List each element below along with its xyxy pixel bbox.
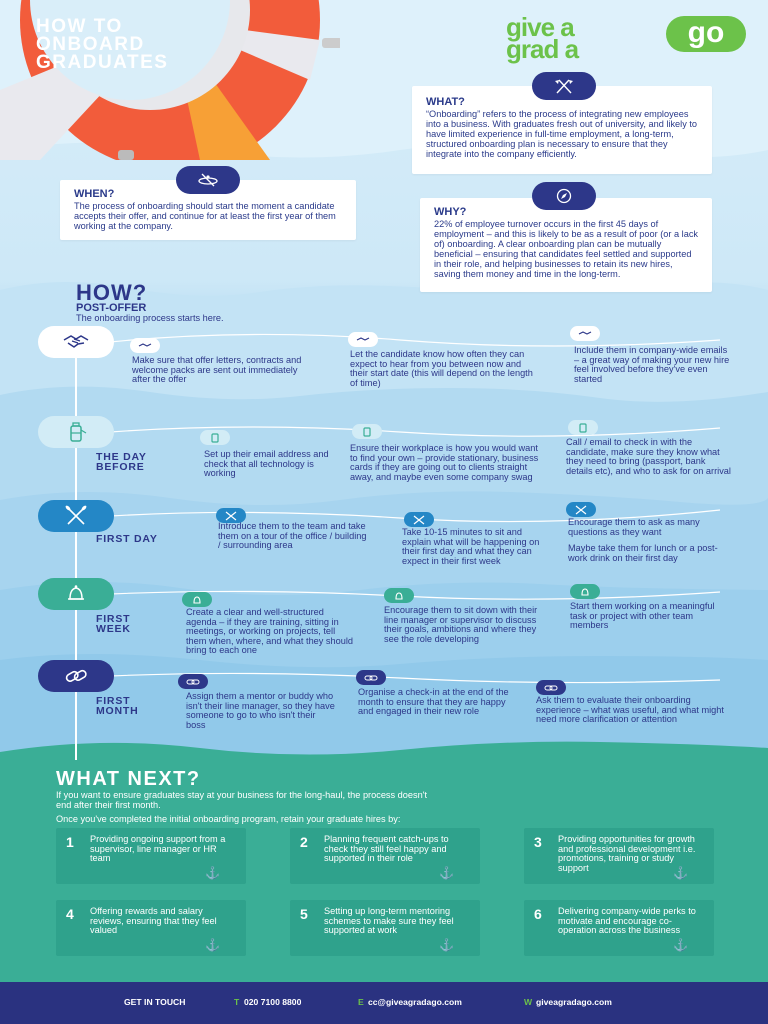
bell-icon xyxy=(190,595,204,605)
stage2-step3-text: Call / email to check in with the candidate, make sure they know what they need to bring (passport, bank details etc), and who to ask for on arrival xyxy=(566,437,731,476)
paddles-badge xyxy=(38,500,114,532)
stage2-step1-dot xyxy=(200,430,230,445)
stage1-step3-dot xyxy=(570,326,600,341)
stage3-step4-text: Maybe take them for lunch or a post-work drink on their first day xyxy=(568,543,718,563)
stage3-step1-text: Introduce them to the team and take them on a tour of the office / building / surrounding area xyxy=(218,521,367,550)
stage5-step2-dot xyxy=(356,670,386,685)
bell-icon xyxy=(578,587,592,597)
stage3-step3-text: Encourage them to ask as many questions as they want xyxy=(568,517,700,537)
retention-item-6 xyxy=(524,900,714,956)
what-heading: WHAT? xyxy=(426,96,465,108)
item-number: 6 xyxy=(534,906,542,922)
stage1-step3-text: Include them in company-wide emails – a great way of making your new hire feel involved before they've even started xyxy=(574,345,730,384)
stage5-step3-dot xyxy=(536,680,566,695)
anchor-icon: ⚓ xyxy=(205,866,220,880)
post-offer-subtitle: The onboarding process starts here. xyxy=(76,313,224,323)
item-text: Delivering company-wide perks to motivate and encourage co-operation across the business xyxy=(558,906,696,935)
email-prefix: E xyxy=(358,997,364,1007)
item-text: Providing opportunities for growth and professional development i.e. promotions, training or study support xyxy=(558,834,696,873)
what-text: “Onboarding” refers to the process of integrating new employees into a business. With graduates fresh out of university, and likely to have limited experience in full-time employment, a long-term, structured onboarding plan is necessary to ensure that they integrate into the company efficiently. xyxy=(426,109,697,159)
stage-label-line1: THE DAY xyxy=(96,451,147,463)
item-text: Offering rewards and salary reviews, ensuring that they feel valued xyxy=(90,906,217,935)
item-number: 5 xyxy=(300,906,308,922)
stage3-step2-text: Take 10-15 minutes to sit and explain what will be happening on their first day and what they can expect in their first week xyxy=(402,527,540,566)
anchor-icon: ⚓ xyxy=(439,938,454,952)
stage-label-line2: BEFORE xyxy=(96,461,145,473)
item-text: Providing ongoing support from a supervisor, line manager or HR team xyxy=(90,834,226,863)
anchor-icon: ⚓ xyxy=(205,938,220,952)
what-next-subintro: Once you've completed the initial onboarding program, retain your graduate hires by: xyxy=(56,814,401,824)
stage5-step2-text: Organise a check-in at the end of the month to ensure that they are happy and engaged in their new role xyxy=(358,687,509,716)
item-number: 1 xyxy=(66,834,74,850)
stage4-step3-text: Start them working on a meaningful task or project with other team members xyxy=(570,601,715,630)
website-link[interactable]: giveagradago.com xyxy=(536,997,612,1007)
item-number: 2 xyxy=(300,834,308,850)
stage5-step1-dot xyxy=(178,674,208,689)
stage-label-line1: FIRST xyxy=(96,613,131,625)
stage4-step3-dot xyxy=(570,584,600,599)
stage-label-line1: FIRST DAY xyxy=(96,533,158,545)
backpack-icon xyxy=(576,423,590,433)
web-prefix: W xyxy=(524,997,533,1007)
crossed-paddles-icon xyxy=(62,505,90,527)
retention-item-4 xyxy=(56,900,246,956)
stage2-step3-dot xyxy=(568,420,598,435)
phone-prefix: T xyxy=(234,997,240,1007)
backpack-icon xyxy=(360,427,374,437)
retention-item-2 xyxy=(290,828,480,884)
stage-label-first-week xyxy=(96,614,131,634)
chain-link-icon xyxy=(364,673,378,683)
retention-item-3 xyxy=(524,828,714,884)
bell-badge xyxy=(38,578,114,610)
get-in-touch-label: GET IN TOUCH xyxy=(124,997,186,1007)
stage1-step1-text: Make sure that offer letters, contracts and welcome packs are sent out immediately after the offer xyxy=(132,355,302,384)
stage4-step2-text: Encourage them to sit down with their line manager or supervisor to discuss their goals, ambitions and where they see the role developing xyxy=(384,605,538,644)
retention-item-1 xyxy=(56,828,246,884)
item-text: Planning frequent catch-ups to check they still feel happy and supported in their role xyxy=(324,834,449,863)
stage3-step2-dot xyxy=(404,512,434,527)
retention-item-5 xyxy=(290,900,480,956)
stage1-step1-dot xyxy=(130,338,160,353)
why-heading: WHY? xyxy=(434,206,467,218)
title-line-2: ONBOARD xyxy=(36,34,145,55)
how-heading: HOW? xyxy=(76,280,148,305)
stage4-step1-text: Create a clear and well-structured agenda – if they are training, sitting in meetings, or working on projects, tell them when, where, and what they should bring to each one xyxy=(186,607,354,655)
when-heading: WHEN? xyxy=(74,188,115,200)
stage4-step1-dot xyxy=(182,592,212,607)
logo-go-bubble: go xyxy=(666,16,746,52)
title-line-1: HOW TO xyxy=(36,16,123,37)
anchor-icon: ⚓ xyxy=(673,866,688,880)
chain-link-icon xyxy=(544,683,558,693)
what-next-intro: If you want to ensure graduates stay at your business for the long-haul, the process doesn't end after their first month. xyxy=(56,790,428,810)
handshake-icon xyxy=(138,341,152,351)
handshake-icon xyxy=(356,335,370,345)
phone-number[interactable]: 020 7100 8800 xyxy=(244,997,302,1007)
anchor-icon: ⚓ xyxy=(673,938,688,952)
stage-label-first-month xyxy=(96,696,139,716)
paddles-icon xyxy=(574,505,588,515)
why-text: 22% of employee turnover occurs in the first 45 days of employment – and this is likely to be as a result of poor (or a lack of) onboarding. A clear onboarding plan can be mutually beneficial – ensuring that candidates feel settled and supported in their role, and helping businesses to retain its new hires, saving them money and time in the long-term. xyxy=(434,219,699,279)
bell-icon xyxy=(392,591,406,601)
paddles-icon xyxy=(412,515,426,525)
stage-label-line1: FIRST xyxy=(96,695,131,707)
when-text: The process of onboarding should start the moment a candidate accepts their offer, and continue for at least the first year of them working at the company. xyxy=(74,201,336,231)
anchor-icon: ⚓ xyxy=(439,866,454,880)
what-next-heading: WHAT NEXT? xyxy=(56,768,201,790)
email-link[interactable]: cc@giveagradago.com xyxy=(368,997,462,1007)
backpack-icon xyxy=(62,421,90,443)
stage-label-day-before xyxy=(96,452,147,472)
stage-label-line2: MONTH xyxy=(96,705,139,717)
handshake-icon xyxy=(62,331,90,353)
stage1-step2-dot xyxy=(348,332,378,347)
logo-text-line-2: grad a xyxy=(506,34,579,64)
bell-icon xyxy=(62,583,90,605)
title-line-3: GRADUATES xyxy=(36,52,169,73)
stage5-step3-text: Ask them to evaluate their onboarding experience – what was useful, and what might need more clarification or attention xyxy=(536,695,724,724)
stage1-step2-text: Let the candidate know how often they can expect to hear from you between now and their start date (this will depend on the length of time) xyxy=(350,349,533,388)
stage2-step2-text: Ensure their workplace is how you would want to find your own – provide stationary, business cards if they are going out to clients straight away, and maybe even some company swag xyxy=(350,443,539,482)
handshake-badge xyxy=(38,326,114,358)
stage2-step1-text: Set up their email address and check that all technology is working xyxy=(204,449,329,478)
post-offer-heading: POST-OFFER xyxy=(76,302,147,314)
item-number: 3 xyxy=(534,834,542,850)
stage-label-first-day xyxy=(96,534,158,544)
footer-bar xyxy=(0,982,768,1024)
stage3-step3-dot xyxy=(566,502,596,517)
chain-link-icon xyxy=(186,677,200,687)
backpack-icon xyxy=(208,433,222,443)
stage2-step2-dot xyxy=(352,424,382,439)
stage4-step2-dot xyxy=(384,588,414,603)
stage-label-line2: WEEK xyxy=(96,623,131,635)
logo-text-line-1: give a xyxy=(506,12,574,42)
backpack-badge xyxy=(38,416,114,448)
handshake-icon xyxy=(578,329,592,339)
paddles-icon xyxy=(224,511,238,521)
item-number: 4 xyxy=(66,906,74,922)
stage5-step1-text: Assign them a mentor or buddy who isn't their line manager, so they have someone to go to who isn't their boss xyxy=(186,691,335,730)
chain-link-icon xyxy=(62,665,90,687)
chain-badge xyxy=(38,660,114,692)
item-text: Setting up long-term mentoring schemes to make sure they feel supported at work xyxy=(324,906,454,935)
